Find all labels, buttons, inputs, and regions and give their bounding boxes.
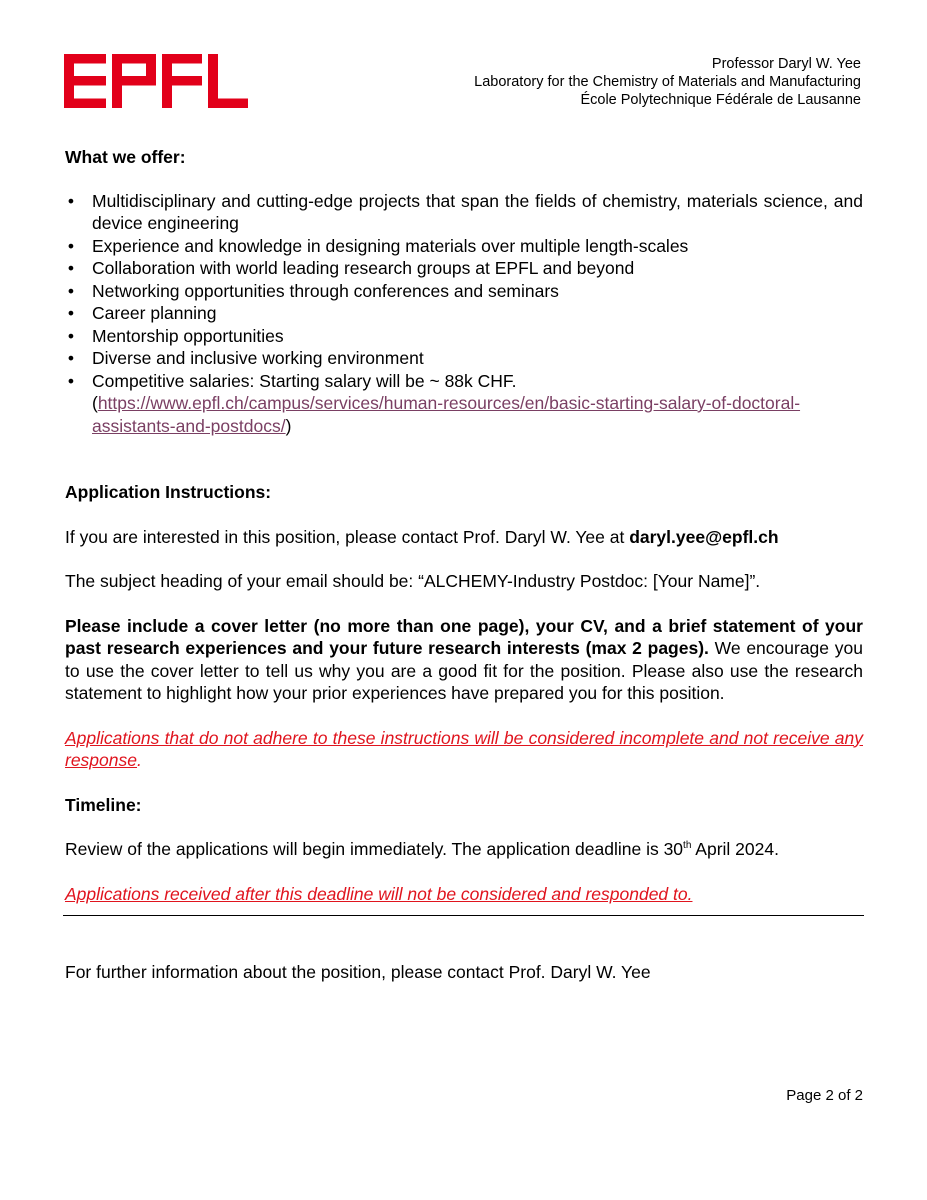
offer-heading: What we offer:	[65, 147, 186, 167]
list-item: • Experience and knowledge in designing materials over multiple length-scales	[65, 235, 863, 258]
list-item: • Diverse and inclusive working environment	[65, 347, 863, 370]
bullet-icon: •	[67, 258, 75, 278]
application-heading: Application Instructions:	[65, 482, 272, 502]
epfl-logo	[64, 54, 248, 108]
list-item: • Networking opportunities through conferences and seminars	[65, 280, 863, 303]
institution-name: École Polytechnique Fédérale de Lausanne	[580, 92, 861, 108]
bullet-icon: •	[67, 190, 75, 211]
professor-name: Professor Daryl W. Yee	[711, 56, 861, 72]
list-item-salary: • Competitive salaries: Starting salary will be ~ 88k CHF. (https://www.epfl.ch/campus/services/human-resources/en/basic-starting-salary-of-doctoral-assistants-and-postdocs/)	[65, 370, 863, 438]
salary-link[interactable]: https://www.epfl.ch/campus/services/human-resources/en/basic-starting-salary-of-doctoral-assistants-and-postdocs/	[92, 393, 801, 436]
contact-paragraph: If you are interested in this position, please contact Prof. Daryl W. Yee at daryl.yee@epfl.ch	[65, 526, 779, 547]
bullet-icon: •	[67, 370, 75, 391]
list-item: • Mentorship opportunities	[65, 325, 863, 348]
list-item: • Collaboration with world leading research groups at EPFL and beyond	[65, 257, 863, 280]
laboratory-name: Laboratory for the Chemistry of Materials and Manufacturing	[474, 74, 861, 90]
bullet-icon: •	[67, 280, 75, 301]
instructions-warning: Applications that do not adhere to these instructions will be considered incomplete and not receive any response.	[65, 727, 863, 770]
bullet-icon: •	[67, 235, 75, 256]
footer-info: For further information about the position, please contact Prof. Daryl W. Yee	[65, 962, 651, 982]
subject-paragraph: The subject heading of your email should be: “ALCHEMY-Industry Postdoc: [Your Name]”.	[65, 571, 761, 591]
divider	[63, 915, 864, 916]
list-item: • Career planning	[65, 302, 863, 325]
bullet-icon: •	[67, 325, 75, 346]
bullet-icon: •	[67, 303, 75, 323]
contact-email: daryl.yee@epfl.ch	[629, 526, 779, 547]
page-number: Page 2 of 2	[786, 1087, 863, 1104]
deadline-warning: Applications received after this deadline will not be considered and responded to.	[65, 883, 693, 904]
main-content	[65, 146, 863, 905]
offer-list	[65, 190, 863, 438]
requirements-paragraph: Please include a cover letter (no more than one page), your CV, and a brief statement of your past research experiences and your future research interests (max 2 pages). We encourage you to use the cover letter to tell us why you are a good fit for the position. Please also use the research statement to highlight how your prior experiences have prepared you for this position.	[65, 615, 863, 703]
header-info	[474, 55, 861, 109]
list-item: • Multidisciplinary and cutting-edge projects that span the fields of chemistry, materials science, and device engineering	[65, 190, 863, 235]
timeline-heading: Timeline:	[65, 794, 142, 815]
bullet-icon: •	[67, 348, 75, 368]
epfl-logo-letters	[64, 54, 248, 108]
deadline-paragraph: Review of the applications will begin immediately. The application deadline is 30th April 2024.	[65, 839, 779, 859]
